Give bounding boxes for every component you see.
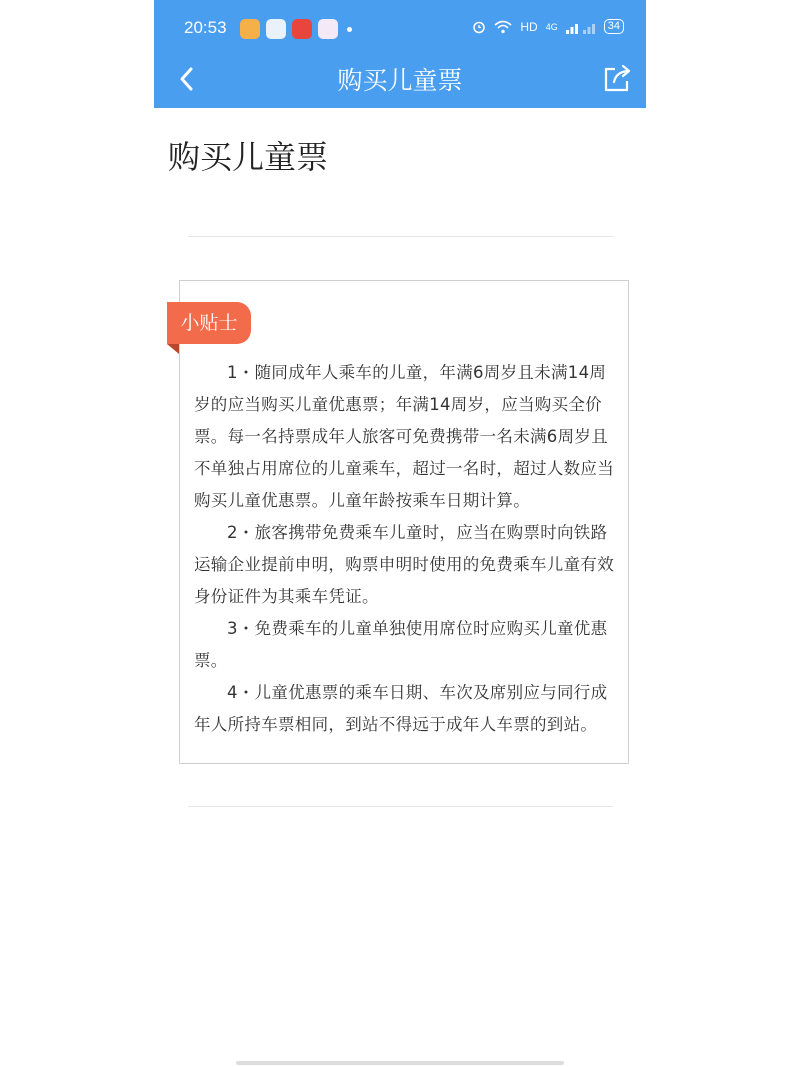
notification-icons — [240, 19, 352, 39]
network-label: HD — [520, 19, 538, 34]
alarm-icon — [472, 20, 486, 34]
battery-icon: 34 — [604, 19, 624, 34]
tip-paragraph: 2・旅客携带免费乘车儿童时，应当在购票时向铁路运输企业提前申明，购票申明时使用的免费乘车儿童有效身份证件为其乘车凭证。 — [194, 523, 614, 606]
status-bar — [154, 0, 646, 58]
share-icon — [602, 62, 632, 94]
share-button[interactable] — [602, 62, 632, 94]
music-app-icon — [292, 19, 312, 39]
home-indicator — [236, 1061, 564, 1065]
tip-paragraph: 1・随同成年人乘车的儿童，年满6周岁且未满14周岁的应当购买儿童优惠票；年满14周岁，应当购买全价票。每一名持票成年人旅客可免费携带一名未满6周岁且不单独占用席位的儿童乘车，超过一名时，超过人数应当购买儿童优惠票。儿童年龄按乘车日期计算。 — [194, 363, 614, 510]
status-time: 20:53 — [184, 18, 227, 37]
tip-body — [194, 357, 614, 741]
notification-app-icon — [266, 19, 286, 39]
tip-tag: 小贴士 — [167, 302, 251, 344]
signal-icon — [566, 20, 596, 34]
app-header — [154, 0, 646, 108]
nav-bar — [154, 58, 646, 108]
notification-app-icon — [318, 19, 338, 39]
tip-paragraph: 3・免费乘车的儿童单独使用席位时应购买儿童优惠票。 — [194, 619, 608, 670]
divider — [188, 806, 613, 807]
phone-screen — [154, 0, 646, 1067]
tip-tag-fold — [167, 344, 179, 354]
nav-title: 购买儿童票 — [337, 66, 463, 95]
page-title: 购买儿童票 — [168, 138, 329, 176]
more-notifications-dot — [347, 27, 352, 32]
system-status — [472, 19, 624, 34]
signal-label: 4G — [545, 21, 558, 32]
notification-app-icon — [240, 19, 260, 39]
wifi-icon — [494, 20, 512, 34]
divider — [188, 236, 613, 237]
tip-paragraph: 4・儿童优惠票的乘车日期、车次及席别应与同行成年人所持车票相同，到站不得远于成年人车票的到站。 — [194, 683, 608, 734]
